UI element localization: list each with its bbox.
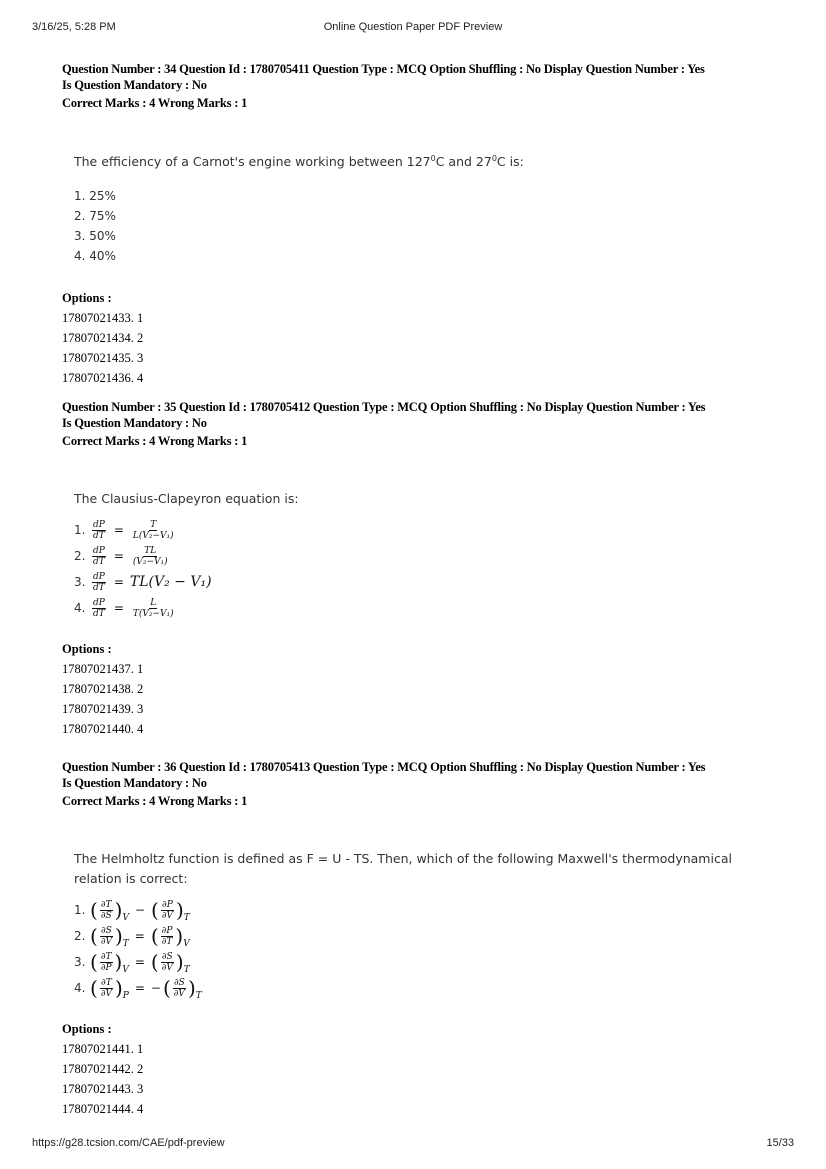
choice-item: 3. 50% <box>74 229 116 244</box>
question-stem: The Clausius-Clapeyron equation is: <box>74 491 299 506</box>
question-stem: The Helmholtz function is defined as F = U - TS. Then, which of the following Maxwell's thermodynamical relation is correct: <box>74 851 732 886</box>
question-stem: The efficiency of a Carnot's engine working between $127^0C$ and $27^0C$ is: <box>74 154 524 170</box>
question-meta-line: Question Number : 36 Question Id : 1780705413 Question Type : MCQ Option Shuffling : No Display Question Number : Yes <box>62 760 706 774</box>
option-id: 17807021443. 3 <box>62 1082 144 1096</box>
question-meta-line: Question Number : 35 Question Id : 1780705412 Question Type : MCQ Option Shuffling : No Display Question Number : Yes <box>62 400 706 414</box>
formula: ( $\frac{\partial S}{\partial V}$ ) T = ( $\frac{\partial P}{\partial T}$ ) V <box>90 924 190 949</box>
options-label: Options : <box>62 291 112 306</box>
option-id: 17807021436. 4 <box>62 371 144 386</box>
formula: ( $\frac{\partial T}{\partial V}$ ) P = − ( $\frac{\partial S}{\partial V}$ ) T <box>90 976 202 1001</box>
option-id: 17807021441. 1 <box>62 1042 144 1056</box>
print-title: Online Question Paper PDF Preview <box>323 21 503 33</box>
question-36 <box>62 759 782 1119</box>
formula: $\frac{dP}{dT}$ = $\frac{T}{\text{L(V₂−V₁)}}$ <box>93 519 174 541</box>
choice-item: 2. ( $\frac{\partial S}{\partial V}$ ) T = ( $\frac{\partial P}{\partial T}$ ) V <box>74 924 190 949</box>
choice-item: 4. ( $\frac{\partial T}{\partial V}$ ) P = − ( $\frac{\partial S}{\partial V}$ ) T <box>74 976 202 1001</box>
option-id: 17807021437. 1 <box>62 662 144 676</box>
print-url: https://g28.tcsion.com/CAE/pdf-preview <box>32 1137 225 1149</box>
option-id: 17807021435. 3 <box>62 351 144 366</box>
choice-item: 2. 75% <box>74 209 116 224</box>
choice-item: 3. ( $\frac{\partial T}{\partial P}$ ) V = ( $\frac{\partial S}{\partial V}$ ) T <box>74 950 190 975</box>
choice-list <box>74 517 782 621</box>
options-block <box>62 288 782 388</box>
options-block <box>62 639 782 739</box>
choice-item: 1. ( $\frac{\partial T}{\partial S}$ ) V − ( $\frac{\partial P}{\partial V}$ ) T <box>74 898 190 923</box>
option-id: 17807021440. 4 <box>62 722 144 736</box>
option-id: 17807021439. 3 <box>62 702 144 716</box>
choice-item: 4. 40% <box>74 249 116 264</box>
mandatory-line: Is Question Mandatory : No <box>62 416 207 430</box>
formula: $\frac{dP}{dT}$ = $\frac{TL}{\text{(V₂−V₁)}}$ <box>93 545 168 567</box>
choice-list <box>74 186 782 266</box>
choice-item: 2. $\frac{dP}{dT}$ = $\frac{TL}{\text{(V₂−V₁)}}$ <box>74 543 782 569</box>
options-label: Options : <box>62 642 112 656</box>
question-35 <box>62 399 782 739</box>
question-meta <box>62 61 782 111</box>
choice-list <box>74 897 782 1001</box>
question-meta-line: Question Number : 34 Question Id : 1780705411 Question Type : MCQ Option Shuffling : No Display Question Number : Yes <box>62 62 705 76</box>
option-id: 17807021438. 2 <box>62 682 144 696</box>
formula: $\frac{dP}{dT}$ = TL(V₂ − V₁) <box>93 571 212 593</box>
choice-item: 3. $\frac{dP}{dT}$ = TL(V₂ − V₁) <box>74 571 212 593</box>
option-id: 17807021442. 2 <box>62 1062 144 1076</box>
marks-line: Correct Marks : 4 Wrong Marks : 1 <box>62 434 248 448</box>
choice-item: 1. $\frac{dP}{dT}$ = $\frac{T}{\text{L(V₂−V₁)}}$ <box>74 517 782 543</box>
options-label: Options : <box>62 1022 112 1036</box>
mandatory-line: Is Question Mandatory : No <box>62 776 207 790</box>
marks-line: Correct Marks : 4 Wrong Marks : 1 <box>62 96 248 110</box>
formula: ( $\frac{\partial T}{\partial P}$ ) V = ( $\frac{\partial S}{\partial V}$ ) T <box>90 950 190 975</box>
print-datetime: 3/16/25, 5:28 PM <box>32 21 116 33</box>
option-id: 17807021444. 4 <box>62 1102 144 1116</box>
choice-item: 4. $\frac{dP}{dT}$ = $\frac{L}{\text{T(V₂−V₁)}}$ <box>74 595 782 621</box>
question-34 <box>62 61 782 388</box>
choice-item: 1. 25% <box>74 189 116 204</box>
page-number: 15/33 <box>766 1137 794 1149</box>
options-block <box>62 1019 782 1119</box>
marks-line: Correct Marks : 4 Wrong Marks : 1 <box>62 794 248 808</box>
formula: ( $\frac{\partial T}{\partial S}$ ) V − ( $\frac{\partial P}{\partial V}$ ) T <box>90 898 190 923</box>
option-id: 17807021434. 2 <box>62 331 144 346</box>
formula: $\frac{dP}{dT}$ = $\frac{L}{\text{T(V₂−V₁)}}$ <box>93 597 174 619</box>
question-meta <box>62 399 782 449</box>
question-meta <box>62 759 782 809</box>
option-id: 17807021433. 1 <box>62 311 144 326</box>
mandatory-line: Is Question Mandatory : No <box>62 78 207 92</box>
